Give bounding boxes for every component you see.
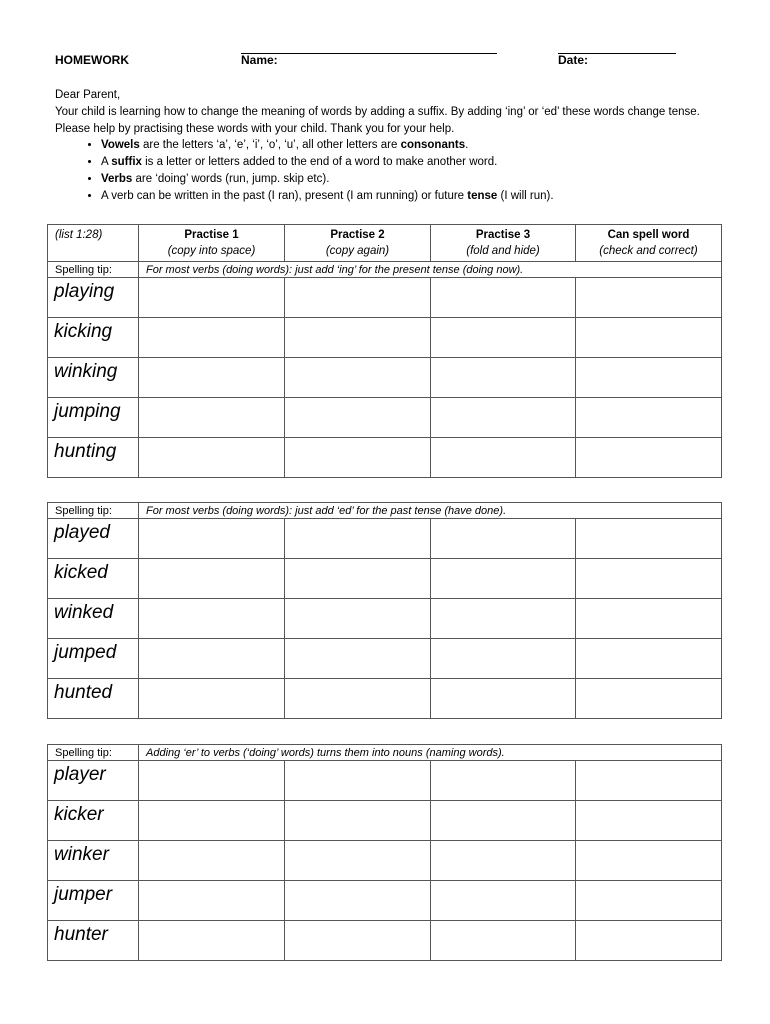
- practise-3-cell[interactable]: [431, 559, 576, 599]
- practise-2-cell[interactable]: [285, 599, 431, 639]
- list-number: (list 1:28): [48, 225, 139, 262]
- practise-1-cell[interactable]: [139, 639, 285, 679]
- date-label: Date:: [558, 53, 589, 67]
- practise-2-cell[interactable]: [285, 841, 431, 881]
- table-row: [48, 921, 722, 961]
- column-header-practise-3: Practise 3 (fold and hide): [431, 225, 576, 262]
- spelling-word: kicked: [48, 559, 139, 599]
- check-cell[interactable]: [576, 881, 722, 921]
- spelling-word: hunter: [48, 921, 139, 961]
- table-header-row: [48, 225, 722, 262]
- table-row: [48, 639, 722, 679]
- check-cell[interactable]: [576, 438, 722, 478]
- spelling-tip-text: For most verbs (doing words): just add ‘ed’ for the past tense (have done).: [139, 503, 722, 519]
- practise-2-cell[interactable]: [285, 801, 431, 841]
- practise-1-cell[interactable]: [139, 761, 285, 801]
- table-row: [48, 278, 722, 318]
- practise-3-cell[interactable]: [431, 278, 576, 318]
- check-cell[interactable]: [576, 841, 722, 881]
- spelling-tip-row: [48, 262, 722, 278]
- spelling-word: jumped: [48, 639, 139, 679]
- spelling-word: hunted: [48, 679, 139, 719]
- list-item: • A verb can be written in the past (I ran), present (I am running) or future tense (I will run).: [101, 188, 720, 205]
- check-cell[interactable]: [576, 519, 722, 559]
- list-item: • Vowels are the letters ‘a’, ‘e’, ‘i’, ‘o’, ‘u’, all other letters are consonants.: [101, 137, 720, 154]
- table-row: [48, 761, 722, 801]
- spelling-tip-label: Spelling tip:: [48, 262, 139, 278]
- check-cell[interactable]: [576, 761, 722, 801]
- spelling-word: playing: [48, 278, 139, 318]
- practise-2-cell[interactable]: [285, 398, 431, 438]
- spelling-word: winking: [48, 358, 139, 398]
- table-row: [48, 881, 722, 921]
- column-header-practise-1: Practise 1 (copy into space): [139, 225, 285, 262]
- spelling-word: player: [48, 761, 139, 801]
- practise-1-cell[interactable]: [139, 599, 285, 639]
- practise-3-cell[interactable]: [431, 881, 576, 921]
- practise-1-cell[interactable]: [139, 519, 285, 559]
- practise-1-cell[interactable]: [139, 318, 285, 358]
- table-row: [48, 318, 722, 358]
- list-item: • A suffix is a letter or letters added to the end of a word to make another word.: [101, 154, 720, 171]
- spelling-word: hunting: [48, 438, 139, 478]
- page-header: [55, 53, 715, 71]
- check-cell[interactable]: [576, 679, 722, 719]
- check-cell[interactable]: [576, 358, 722, 398]
- check-cell[interactable]: [576, 278, 722, 318]
- practise-3-cell[interactable]: [431, 358, 576, 398]
- letter-body: Your child is learning how to change the meaning of words by adding a suffix. By adding ‘ing’ or ‘ed’ these words change tense. Please help by practising these words with your child. Thank you for your help.: [55, 105, 700, 135]
- practise-3-cell[interactable]: [431, 841, 576, 881]
- check-cell[interactable]: [576, 639, 722, 679]
- spelling-word: jumper: [48, 881, 139, 921]
- spelling-tip-text: Adding ‘er’ to verbs (‘doing’ words) turns them into nouns (naming words).: [139, 745, 722, 761]
- practise-2-cell[interactable]: [285, 519, 431, 559]
- parent-letter: [55, 87, 720, 205]
- practise-1-cell[interactable]: [139, 278, 285, 318]
- check-cell[interactable]: [576, 318, 722, 358]
- table-row: [48, 559, 722, 599]
- table-row: [48, 599, 722, 639]
- letter-greeting: Dear Parent,: [55, 89, 121, 101]
- practise-2-cell[interactable]: [285, 318, 431, 358]
- practise-1-cell[interactable]: [139, 679, 285, 719]
- table-row: [48, 519, 722, 559]
- spelling-word: kicker: [48, 801, 139, 841]
- practise-2-cell[interactable]: [285, 679, 431, 719]
- table-row: [48, 438, 722, 478]
- spelling-word: winker: [48, 841, 139, 881]
- table-row: [48, 841, 722, 881]
- practise-1-cell[interactable]: [139, 559, 285, 599]
- check-cell[interactable]: [576, 599, 722, 639]
- practise-3-cell[interactable]: [431, 519, 576, 559]
- spelling-word: winked: [48, 599, 139, 639]
- check-cell[interactable]: [576, 398, 722, 438]
- practise-3-cell[interactable]: [431, 639, 576, 679]
- check-cell[interactable]: [576, 559, 722, 599]
- practise-2-cell[interactable]: [285, 358, 431, 398]
- spelling-word: jumping: [48, 398, 139, 438]
- check-cell[interactable]: [576, 921, 722, 961]
- spelling-tip-text: For most verbs (doing words): just add ‘ing’ for the present tense (doing now).: [139, 262, 722, 278]
- practise-3-cell[interactable]: [431, 801, 576, 841]
- practise-1-cell[interactable]: [139, 921, 285, 961]
- practise-3-cell[interactable]: [431, 761, 576, 801]
- practise-2-cell[interactable]: [285, 921, 431, 961]
- list-item: • Verbs are ‘doing’ words (run, jump. skip etc).: [101, 171, 720, 188]
- spelling-tip-label: Spelling tip:: [48, 503, 139, 519]
- column-header-practise-2: Practise 2 (copy again): [285, 225, 431, 262]
- spelling-tip-row: [48, 503, 722, 519]
- date-line: [558, 53, 676, 54]
- practise-2-cell[interactable]: [285, 761, 431, 801]
- spelling-word: kicking: [48, 318, 139, 358]
- table-row: [48, 358, 722, 398]
- table-row: [48, 801, 722, 841]
- practise-2-cell[interactable]: [285, 278, 431, 318]
- spelling-word: played: [48, 519, 139, 559]
- table-row: [48, 398, 722, 438]
- spelling-tip-row: [48, 745, 722, 761]
- name-line: [241, 53, 497, 54]
- check-cell[interactable]: [576, 801, 722, 841]
- definitions-list: [55, 137, 720, 204]
- spelling-table-er: [47, 744, 722, 961]
- practise-1-cell[interactable]: [139, 438, 285, 478]
- practise-3-cell[interactable]: [431, 398, 576, 438]
- practise-1-cell[interactable]: [139, 398, 285, 438]
- practise-3-cell[interactable]: [431, 438, 576, 478]
- practise-1-cell[interactable]: [139, 841, 285, 881]
- table-row: [48, 679, 722, 719]
- practise-3-cell[interactable]: [431, 599, 576, 639]
- practise-3-cell[interactable]: [431, 921, 576, 961]
- spelling-tip-label: Spelling tip:: [48, 745, 139, 761]
- name-label: Name:: [241, 53, 278, 67]
- column-header-can-spell: Can spell word (check and correct): [576, 225, 722, 262]
- practise-2-cell[interactable]: [285, 438, 431, 478]
- practise-1-cell[interactable]: [139, 801, 285, 841]
- practise-3-cell[interactable]: [431, 318, 576, 358]
- spelling-table-ing: [47, 224, 722, 478]
- spelling-table-ed: [47, 502, 722, 719]
- practise-2-cell[interactable]: [285, 559, 431, 599]
- homework-title: HOMEWORK: [55, 53, 129, 67]
- practise-2-cell[interactable]: [285, 881, 431, 921]
- practise-1-cell[interactable]: [139, 881, 285, 921]
- practise-2-cell[interactable]: [285, 639, 431, 679]
- practise-3-cell[interactable]: [431, 679, 576, 719]
- practise-1-cell[interactable]: [139, 358, 285, 398]
